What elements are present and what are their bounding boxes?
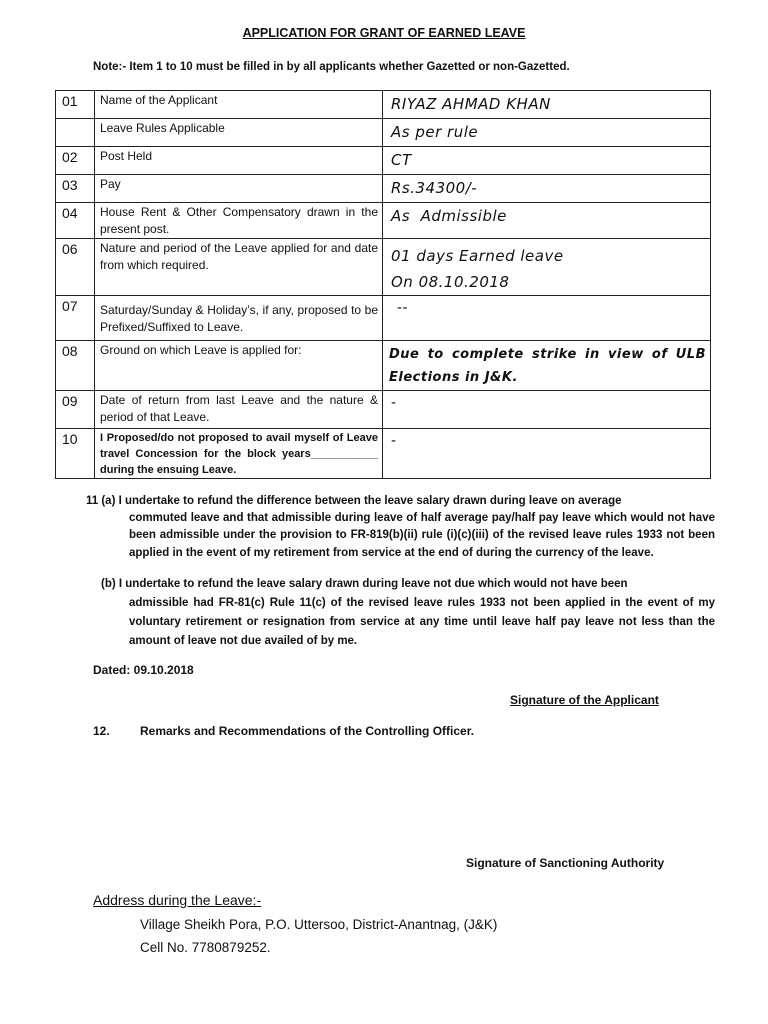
item-number: 06 — [56, 239, 95, 296]
item-number: 07 — [56, 296, 95, 341]
leave-nature-value — [383, 239, 711, 296]
field-label: Pay — [95, 175, 383, 203]
undertaking-11b-body: admissible had FR-81(c) Rule 11(c) of the revised leave rules 1933 not been applied in the event of my voluntary retirement or resignation from service at any time until leave half pay leave not less than the amount of leave not due availed of by me. — [129, 597, 715, 647]
undertaking-11a-body: commuted leave and that admissible during leave of half average pay/half pay leave which would not have been admissible under the provision to FR-819(b)(ii) rule (i)(c)(iii) of the revised leave rules 1933 not been applied in the event of my retirement from service at the end of during the currency of the leave. — [129, 512, 715, 559]
holidays-value: -- — [383, 296, 711, 341]
item-number: 02 — [56, 147, 95, 175]
undertaking-11b-first-line: (b) I undertake to refund the leave salary drawn during leave not due which would not have been — [101, 578, 628, 590]
item-number: 10 — [56, 429, 95, 479]
field-label: I Proposed/do not proposed to avail myself of Leave travel Concession for the block years___________ during the ensuing Leave. — [95, 429, 383, 479]
item-number — [56, 119, 95, 147]
table-row — [56, 119, 711, 147]
leave-nature-line2: On 08.10.2018 — [391, 273, 510, 291]
item-number: 04 — [56, 203, 95, 239]
table-row — [56, 147, 711, 175]
item-number: 09 — [56, 391, 95, 429]
post-held-value: CT — [383, 147, 711, 175]
applicant-signature-label: Signature of the Applicant — [510, 693, 659, 707]
field-label: Nature and period of the Leave applied for and date from which required. — [95, 239, 383, 296]
leave-nature-line1: 01 days Earned leave — [391, 247, 564, 265]
note-text: Note:- Item 1 to 10 must be filled in by all applicants whether Gazetted or non-Gazetted. — [93, 61, 570, 73]
address-heading: Address during the Leave:- — [93, 892, 262, 908]
field-label: Ground on which Leave is applied for: — [95, 341, 383, 391]
address-line-2: Cell No. 7780879252. — [140, 940, 271, 955]
table-row — [56, 429, 711, 479]
item-number: 08 — [56, 341, 95, 391]
table-row — [56, 91, 711, 119]
table-row — [56, 391, 711, 429]
table-row — [56, 175, 711, 203]
address-line-1: Village Sheikh Pora, P.O. Uttersoo, District-Anantnag, (J&K) — [140, 917, 498, 932]
item-12-number: 12. — [93, 724, 110, 738]
table-row — [56, 239, 711, 296]
item-number: 01 — [56, 91, 95, 119]
sanctioning-authority-signature-label: Signature of Sanctioning Authority — [466, 856, 665, 870]
field-label: House Rent & Other Compensatory drawn in the present post. — [95, 203, 383, 239]
undertaking-11b — [101, 575, 715, 651]
leave-rules-value: As per rule — [383, 119, 711, 147]
last-leave-value: - — [383, 391, 711, 429]
field-label: Name of the Applicant — [95, 91, 383, 119]
undertaking-11a — [86, 493, 715, 562]
ground-value: Due to complete strike in view of ULB Elections in J&K. — [383, 341, 711, 391]
document-title: APPLICATION FOR GRANT OF EARNED LEAVE — [242, 26, 526, 40]
item-number: 03 — [56, 175, 95, 203]
table-row — [56, 341, 711, 391]
table-row — [56, 203, 711, 239]
ltc-value: - — [383, 429, 711, 479]
item-12-text: Remarks and Recommendations of the Controlling Officer. — [140, 724, 475, 738]
application-form-table — [55, 90, 711, 479]
pay-value: Rs.34300/- — [383, 175, 711, 203]
applicant-name-value: RIYAZ AHMAD KHAN — [383, 91, 711, 119]
undertaking-11a-first-line: 11 (a) I undertake to refund the difference between the leave salary drawn during leave on average — [86, 495, 622, 507]
field-label: Post Held — [95, 147, 383, 175]
table-row — [56, 296, 711, 341]
dated-line: Dated: 09.10.2018 — [93, 663, 194, 677]
field-label: Leave Rules Applicable — [95, 119, 383, 147]
field-label: Saturday/Sunday & Holiday’s, if any, proposed to be Prefixed/Suffixed to Leave. — [95, 296, 383, 341]
house-rent-value: As Admissible — [383, 203, 711, 239]
field-label: Date of return from last Leave and the nature & period of that Leave. — [95, 391, 383, 429]
